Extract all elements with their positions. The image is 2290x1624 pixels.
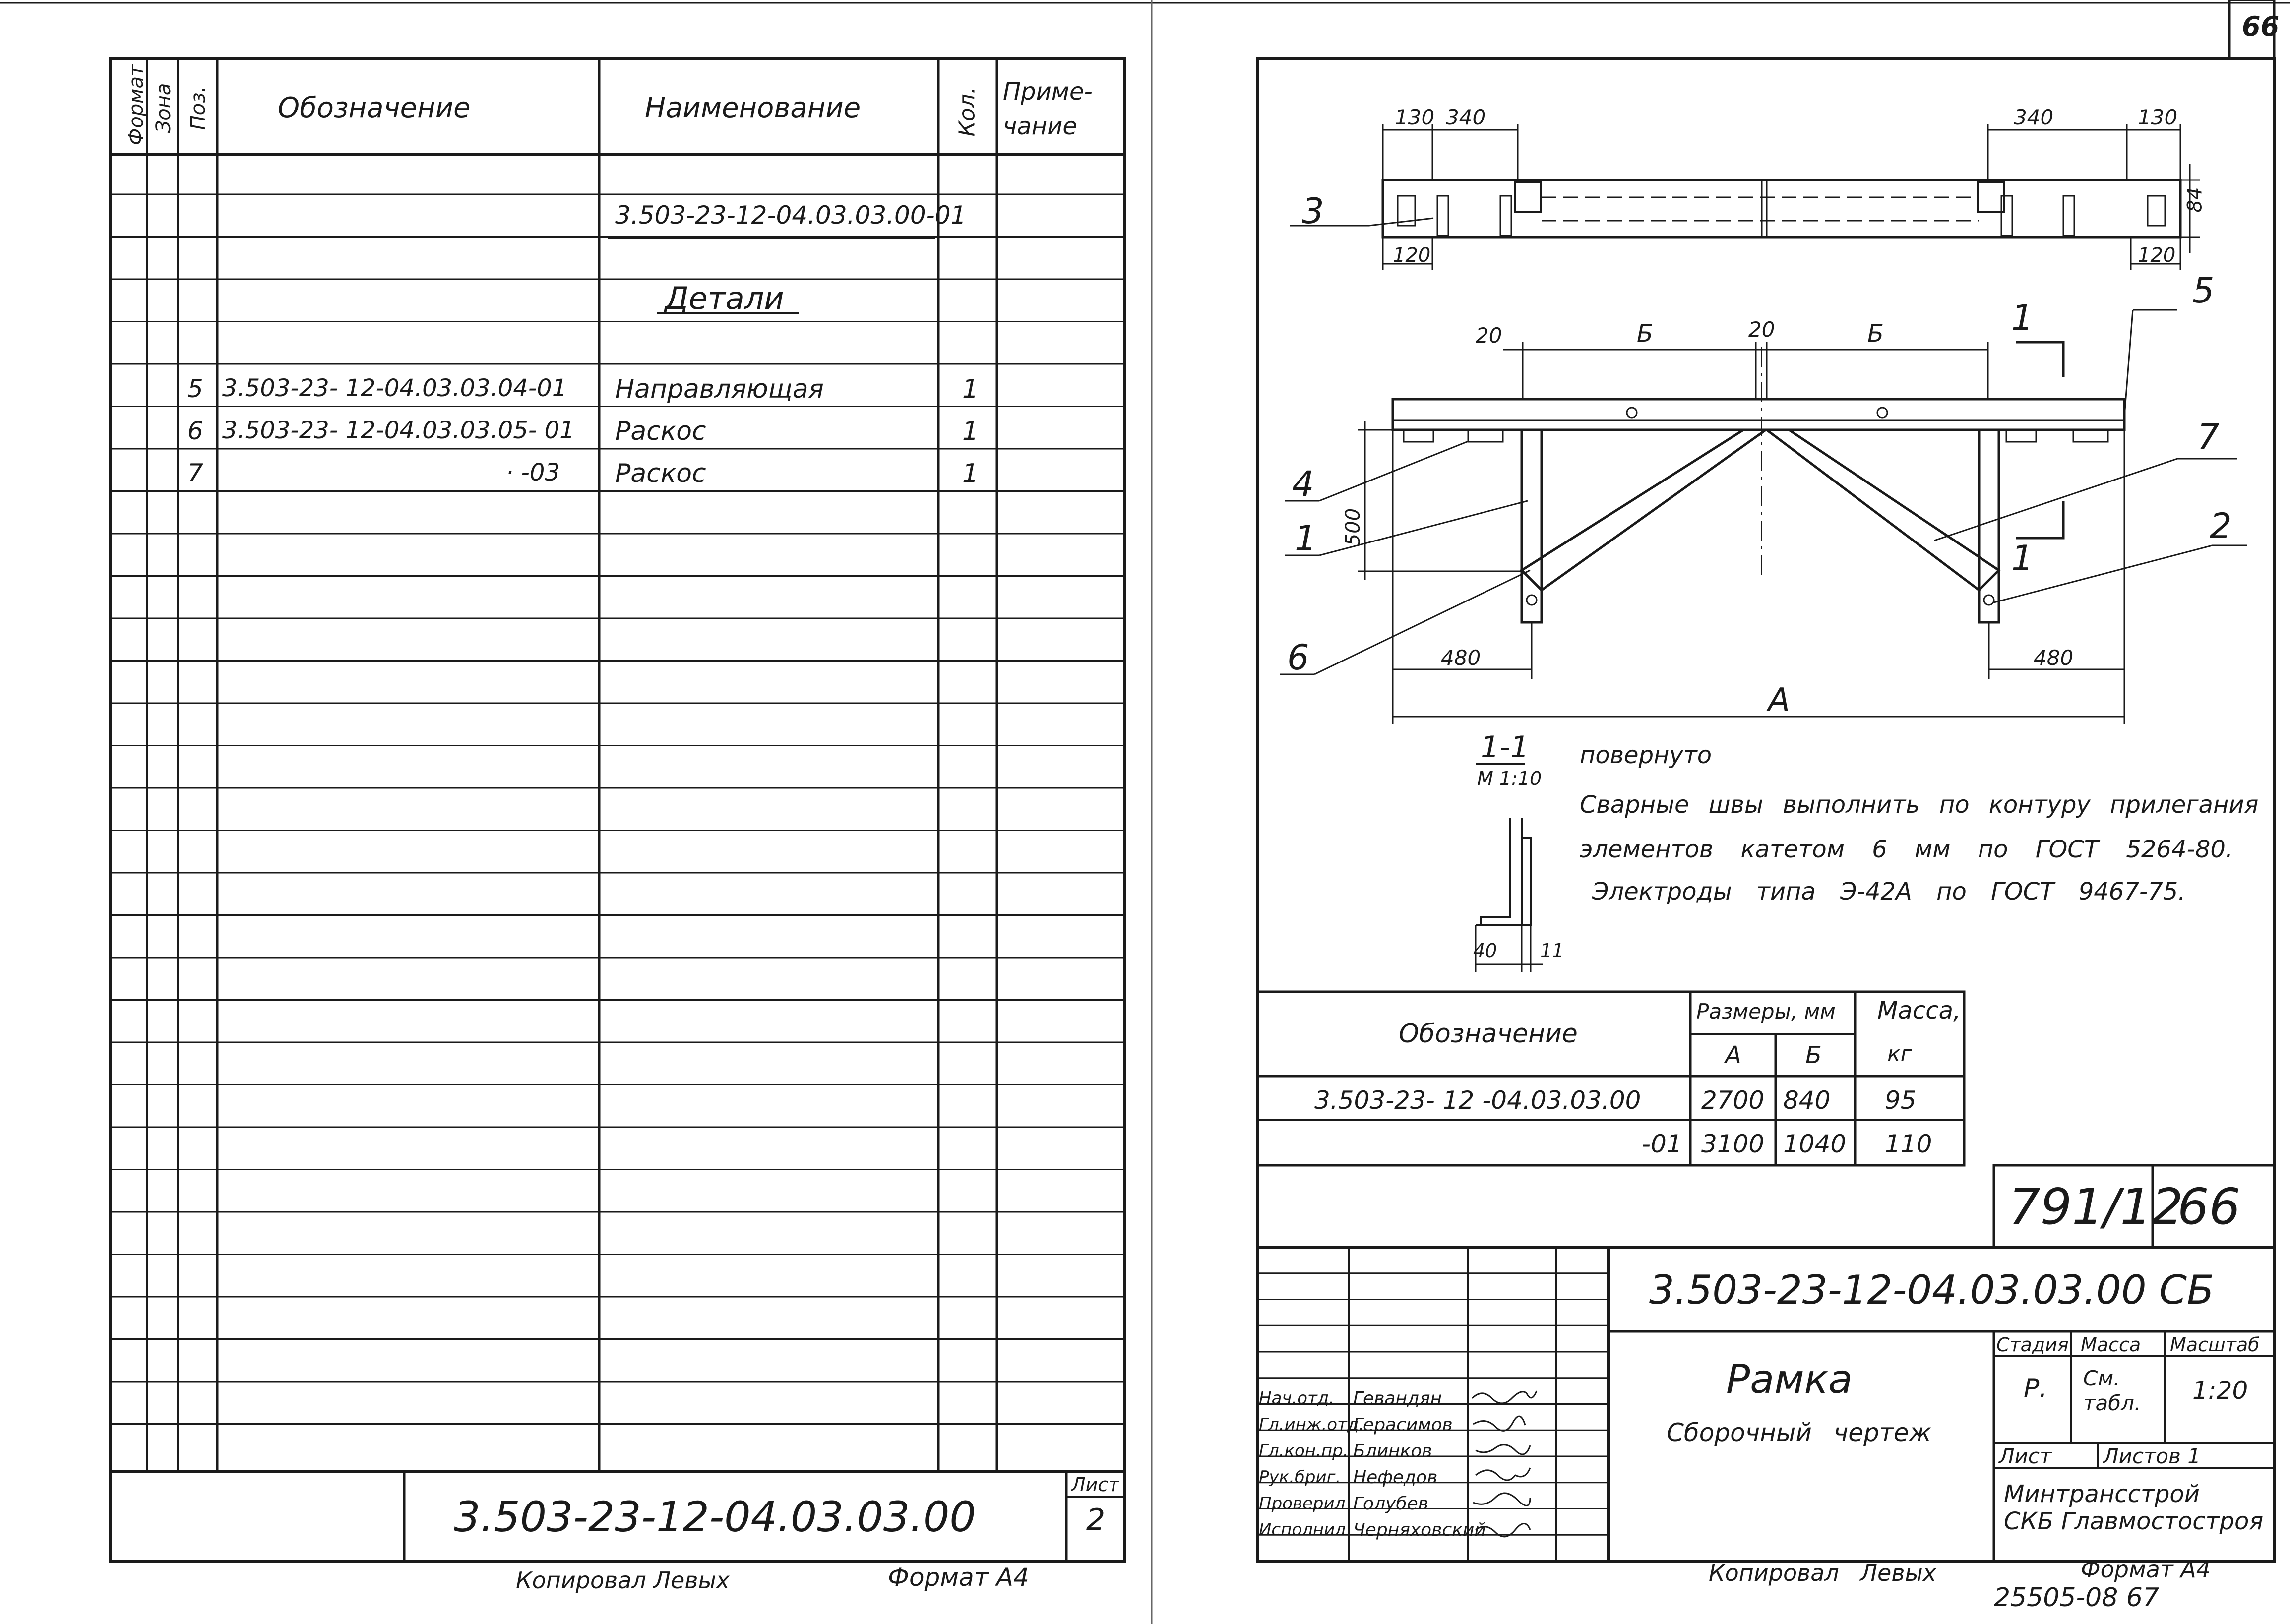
section-title: 1-1 [1481,730,1529,765]
header-zone: Зона [152,83,175,133]
note-line-3: Электроды типа Э-42А по ГОСТ 9467-75. [1592,878,2186,905]
tb-person: Голубев [1353,1494,1428,1514]
spec-row-qty: 1 [962,374,979,404]
tb-role: Нач.отд. [1259,1388,1335,1408]
spec-row-pos: 6 [187,417,203,445]
callout-2: 2 [2210,506,2232,546]
spec-row-pos: 7 [187,459,203,487]
tb-role: Рук.бриг. [1259,1467,1341,1487]
spec-row-name: Раскос [615,459,706,488]
dim-top-left-a: 130 [1395,105,1435,129]
tb-mass: См. табл. [2083,1366,2141,1415]
dim-front-b2: Б [1867,320,1884,348]
right-copied-by: Копировал Левых [1709,1560,1936,1586]
section-dim-b: 11 [1540,940,1564,962]
header-name: Наименование [645,92,861,124]
spec-format-label: Формат А4 [888,1563,1029,1592]
dim-top-height: 84 [2183,187,2207,213]
variant-row-mass: 95 [1885,1086,1917,1115]
tb-doc-number: 3.503-23-12-04.03.03.00 СБ [1649,1267,2214,1313]
tb-person: Гевандян [1353,1388,1442,1409]
tb-org-1: Минтрансстрой [2004,1480,2200,1508]
dim-front-height: 500 [1342,508,1365,546]
spec-row-name: Раскос [615,417,706,446]
callout-1: 1 [1295,518,1317,559]
spec-doc-ref: 3.503-23-12-04.03.03.00-01 [615,201,967,230]
variant-row-a: 2700 [1701,1086,1765,1115]
tb-person: Нефедов [1353,1467,1438,1488]
tb-role: Проверил [1259,1494,1346,1513]
spec-row-designation: 3.503-23- 12-04.03.03.05- 01 [222,417,575,444]
spec-row-pos: 5 [187,374,203,403]
variant-row-a: 3100 [1701,1130,1765,1158]
dim-front-right-bottom: 480 [2034,646,2074,670]
page-number: 66 [2242,11,2280,42]
tb-person: Черняховский [1353,1520,1486,1540]
tb-scale: 1:20 [2192,1376,2248,1405]
spec-footer-sheet-label: Лист [1071,1474,1119,1496]
tb-role: Гл.кон.пр. [1259,1441,1349,1461]
tb-title: Рамка [1726,1356,1853,1402]
variant-row-b: 1040 [1783,1130,1847,1158]
callout-6: 6 [1287,637,1309,678]
header-format: Формат [125,64,148,145]
dim-top-right-b: 130 [2138,105,2178,129]
section-mark-bottom: 1 [2011,538,2034,579]
spec-row-designation: · -03 [506,459,560,486]
header-pos: Поз. [187,86,210,130]
tb-person: Блинков [1353,1441,1432,1461]
spec-row-designation: 3.503-23- 12-04.03.03.04-01 [222,374,567,402]
album-sheet: 66 [2177,1178,2241,1236]
dim-top-bottom-left: 120 [1393,244,1431,267]
variant-col-a: А [1725,1041,1741,1069]
tb-role: Исполнил [1259,1520,1346,1540]
header-note: Приме- чание [1003,78,1093,140]
tb-stage-label: Стадия [1996,1334,2069,1356]
album-number: 791/12 [2009,1178,2183,1236]
section-note: повернуто [1580,741,1712,769]
section-mark-top: 1 [2011,298,2034,338]
dim-top-right-a: 340 [2014,105,2054,129]
section-scale: М 1:10 [1477,768,1542,789]
dim-front-left: 20 [1476,323,1502,348]
variant-row-b: 840 [1783,1086,1831,1115]
variant-col-mass: Масса, [1877,997,1961,1024]
tb-org-2: СКБ Главмостостроя [2004,1507,2264,1535]
callout-4: 4 [1292,464,1314,504]
dim-front-left-bottom: 480 [1441,646,1481,670]
callout-3: 3 [1302,191,1324,232]
callout-5: 5 [2192,270,2215,311]
archive-number: 25505-08 67 [1994,1583,2160,1613]
right-format-label: Формат А4 [2081,1556,2211,1583]
dim-front-overall: А [1768,682,1790,719]
tb-person: Герасимов [1353,1415,1453,1435]
variant-col-b: Б [1805,1041,1822,1069]
variant-row-designation: 3.503-23- 12 -04.03.03.00 [1314,1086,1641,1115]
dim-front-b1: Б [1637,320,1653,348]
dim-top-bottom-right: 120 [2138,244,2176,267]
tb-sheets-label: Листов 1 [2103,1444,2201,1468]
variant-row-mass: 110 [1885,1130,1932,1158]
callout-7: 7 [2197,417,2220,457]
variant-col-sizes: Размеры, мм [1696,999,1836,1023]
header-qty: Кол. [954,87,980,137]
note-line-2: элементов катетом 6 мм по ГОСТ 5264-80. [1580,836,2233,863]
tb-mass-label: Масса [2081,1334,2141,1356]
dim-front-mid: 20 [1748,317,1775,342]
tb-sheet-label: Лист [1999,1444,2052,1468]
spec-footer-sheet-number: 2 [1086,1503,1106,1537]
section-dim-a: 40 [1473,940,1497,962]
note-line-1: Сварные швы выполнить по контуру прилегания [1580,791,2259,819]
spec-footer-doc-number: 3.503-23-12-04.03.03.00 [454,1493,976,1541]
spec-row-name: Направляющая [615,374,824,404]
signatures [1472,1391,1537,1537]
spec-row-qty: 1 [962,417,979,446]
variant-col-designation: Обозначение [1399,1019,1578,1049]
spec-copied-by: Копировал Левых [516,1567,730,1594]
tb-subtitle: Сборочный чертеж [1667,1418,1931,1447]
variant-col-mass-unit: кг [1887,1041,1912,1067]
variant-row-designation: -01 [1642,1130,1682,1158]
spec-section-title: Детали [665,280,784,316]
spec-row-qty: 1 [962,459,979,488]
dim-top-left-b: 340 [1446,105,1486,129]
tb-role: Гл.инж.отд. [1259,1415,1364,1435]
tb-scale-label: Масштаб [2170,1334,2260,1356]
header-designation: Обозначение [278,92,471,124]
tb-stage: Р. [2024,1374,2047,1403]
